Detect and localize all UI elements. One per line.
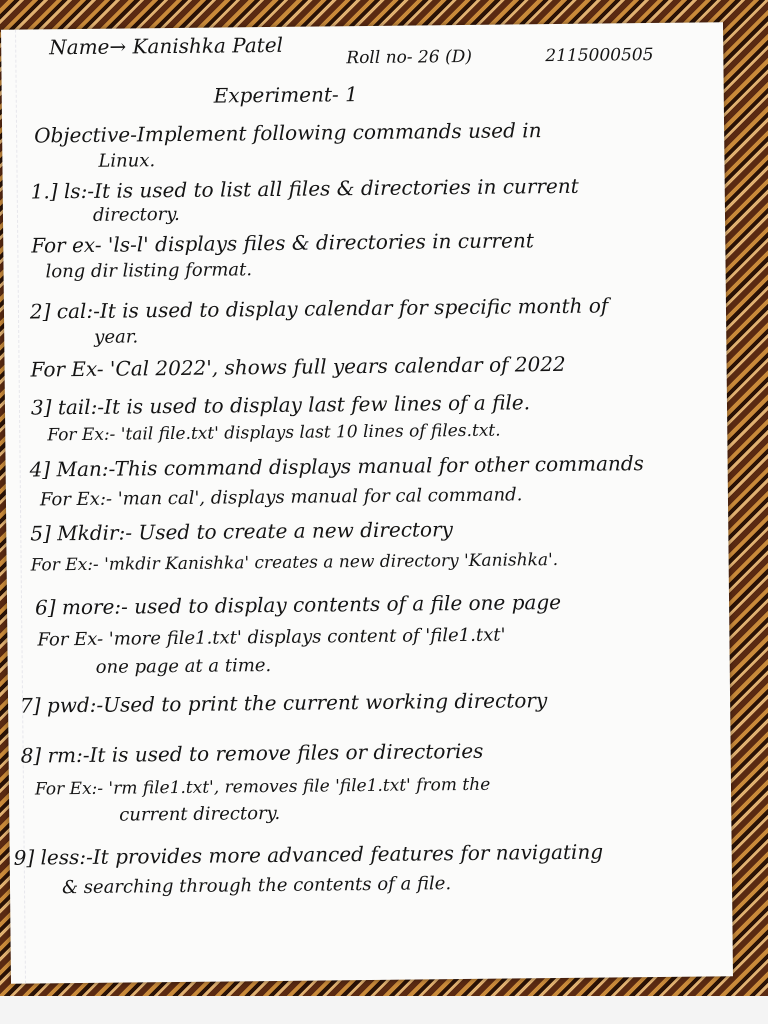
item-cal-title: 2] cal:-It is used to display calendar for specific month of	[29, 293, 609, 324]
objective-line-1: Objective-Implement following commands used in	[34, 118, 542, 148]
item-more-example-cont: one page at a time.	[95, 655, 272, 678]
student-id: 2115000505	[545, 44, 654, 67]
roll-number: Roll no- 26 (D)	[346, 46, 473, 69]
item-tail-example: For Ex:- 'tail file.txt' displays last 10 lines of files.txt.	[47, 420, 501, 446]
item-more-example: For Ex- 'more file1.txt' displays content of 'file1.txt'	[37, 624, 506, 651]
item-ls-title-cont: directory.	[92, 203, 180, 226]
item-man-example: For Ex:- 'man cal', displays manual for cal command.	[39, 484, 523, 511]
experiment-title: Experiment- 1	[213, 82, 358, 108]
notebook-page	[1, 22, 733, 984]
item-more-title: 6] more:- used to display contents of a file one page	[34, 589, 562, 620]
item-pwd-title: 7] pwd:-Used to print the current working directory	[19, 688, 548, 718]
item-ls-example: For ex- 'ls-l' displays files & directories in current	[31, 228, 534, 258]
item-rm-example: For Ex:- 'rm file1.txt', removes file 'file1.txt' from the	[34, 774, 491, 800]
item-man-title: 4] Man:-This command displays manual for other commands	[29, 451, 645, 482]
item-mkdir-title: 5] Mkdir:- Used to create a new directory	[30, 517, 454, 546]
item-cal-example: For Ex- 'Cal 2022', shows full years calendar of 2022	[30, 351, 566, 382]
page-margin	[15, 30, 27, 984]
item-cal-title-cont: year.	[94, 326, 139, 348]
item-rm-example-cont: current directory.	[119, 802, 281, 826]
student-name: Name→ Kanishka Patel	[49, 32, 284, 60]
item-ls-title: 1.] ls:-It is used to list all files & directories in current	[30, 173, 579, 204]
objective-line-2: Linux.	[98, 150, 156, 172]
item-less-title: 9] less:-It provides more advanced features for navigating	[13, 839, 604, 870]
item-less-title-cont: & searching through the contents of a file.	[61, 873, 452, 899]
item-rm-title: 8] rm:-It is used to remove files or directories	[20, 738, 484, 768]
bottom-background-strip	[0, 996, 768, 1024]
item-mkdir-example: For Ex:- 'mkdir Kanishka' creates a new directory 'Kanishka'.	[30, 550, 559, 576]
item-tail-title: 3] tail:-It is used to display last few lines of a file.	[30, 390, 531, 420]
item-ls-example-cont: long dir listing format.	[45, 259, 253, 283]
